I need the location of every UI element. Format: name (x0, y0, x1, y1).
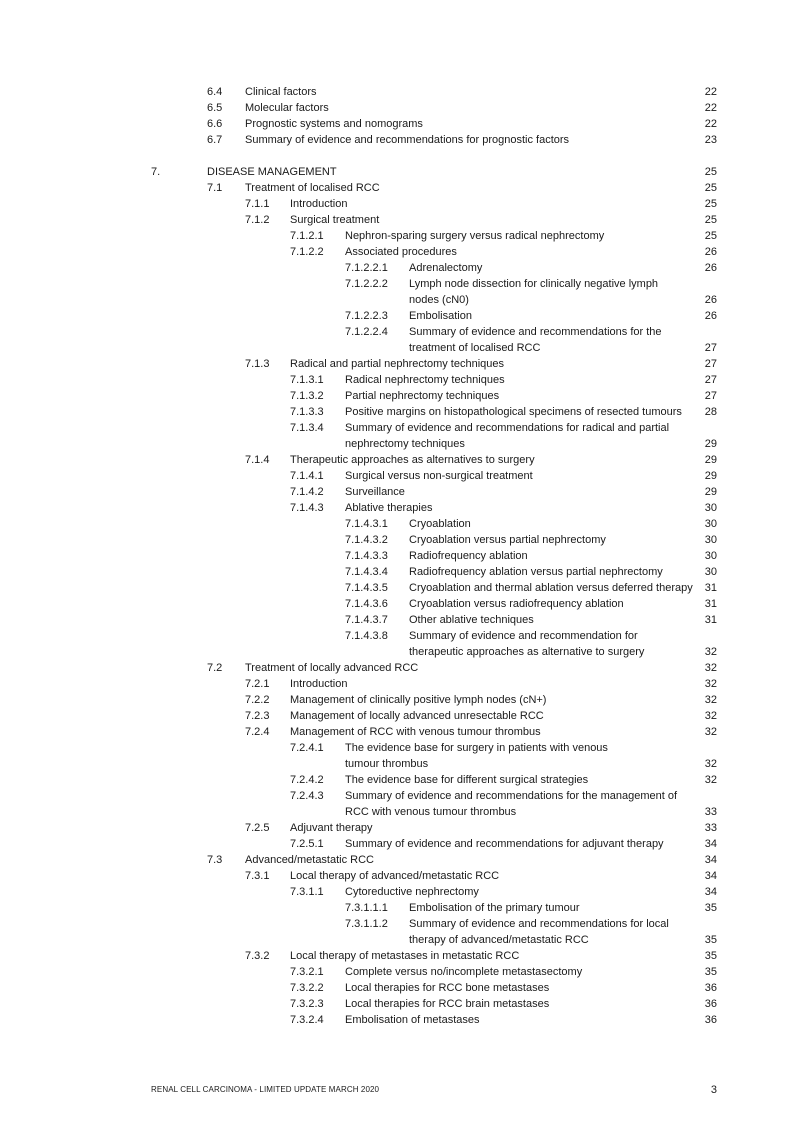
toc-entry[interactable] (0, 628, 793, 644)
toc-entry[interactable] (0, 932, 793, 948)
toc-entry[interactable] (0, 196, 793, 212)
toc-entry[interactable] (0, 116, 793, 132)
toc-entry[interactable] (0, 836, 793, 852)
toc-entry-title: Adrenalectomy (409, 262, 483, 274)
toc-entry[interactable] (0, 996, 793, 1012)
toc-entry-page: 23 (704, 134, 717, 146)
toc-entry-title: nodes (cN0) (409, 294, 469, 306)
toc-entry[interactable] (0, 452, 793, 468)
toc-entry[interactable] (0, 500, 793, 516)
toc-entry-title: Local therapy of metastases in metastatic RCC (290, 950, 520, 962)
toc-entry[interactable] (0, 580, 793, 596)
toc-entry[interactable] (0, 356, 793, 372)
toc-entry[interactable] (0, 644, 793, 660)
toc-entry-page: 32 (704, 758, 717, 770)
toc-entry-title: treatment of localised RCC (409, 342, 541, 354)
toc-entry-title: Summary of evidence and recommendations for local (409, 918, 669, 930)
toc-entry[interactable] (0, 772, 793, 788)
toc-entry-number: 7.1.3 (245, 358, 270, 370)
toc-entry[interactable] (0, 692, 793, 708)
toc-entry-page: 35 (704, 934, 717, 946)
toc-entry-number: 7.3.2 (245, 950, 270, 962)
toc-entry-number: 7.3.1.1.2 (345, 918, 388, 930)
toc-entry-page: 27 (704, 358, 717, 370)
toc-entry-number: 7.3.2.4 (290, 1014, 324, 1026)
toc-entry[interactable] (0, 132, 793, 148)
toc-entry[interactable] (0, 740, 793, 756)
toc-entry-title: tumour thrombus (345, 758, 429, 770)
toc-entry-title: Management of clinically positive lymph nodes (cN+) (290, 694, 547, 706)
toc-entry-number: 7.2.3 (245, 710, 270, 722)
toc-entry[interactable] (0, 596, 793, 612)
toc-entry-page: 29 (704, 486, 717, 498)
toc-entry-page: 32 (704, 726, 717, 738)
toc-entry-title: DISEASE MANAGEMENT (207, 166, 337, 178)
toc-entry-title: Molecular factors (245, 102, 329, 114)
toc-entry-title: Summary of evidence and recommendations for radical and partial (345, 422, 670, 434)
toc-entry[interactable] (0, 484, 793, 500)
toc-entry-page: 30 (704, 502, 717, 514)
toc-entry-title: The evidence base for surgery in patients with venous (345, 742, 608, 754)
toc-entry-number: 7.1.4 (245, 454, 270, 466)
toc-entry[interactable] (0, 516, 793, 532)
toc-entry-title: The evidence base for different surgical strategies (345, 774, 589, 786)
toc-entry-number: 7.3.1.1.1 (345, 902, 388, 914)
toc-entry-title: Introduction (290, 678, 348, 690)
toc-entry[interactable] (0, 980, 793, 996)
toc-entry-title: Local therapy of advanced/metastatic RCC (290, 870, 500, 882)
toc-entry[interactable] (0, 724, 793, 740)
toc-entry[interactable] (0, 468, 793, 484)
toc-entry-title: Cryoablation versus radiofrequency ablation (409, 598, 624, 610)
toc-entry-number: 7.1.3.3 (290, 406, 324, 418)
toc-entry-number: 7.1.4.3.2 (345, 534, 388, 546)
toc-entry-number: 7.3.2.1 (290, 966, 324, 978)
toc-entry-title: Cryoablation versus partial nephrectomy (409, 534, 606, 546)
toc-entry-page: 25 (704, 214, 717, 226)
toc-entry-page: 30 (704, 534, 717, 546)
toc-entry-page: 26 (704, 310, 717, 322)
toc-entry[interactable] (0, 340, 793, 356)
toc-entry-number: 7.2.4.2 (290, 774, 324, 786)
toc-entry-page: 25 (704, 230, 717, 242)
toc-entry-page: 25 (704, 166, 717, 178)
toc-entry-number: 7.1.2.2.2 (345, 278, 388, 290)
toc-entry-number: 7.1.4.3.4 (345, 566, 388, 578)
toc-entry[interactable] (0, 84, 793, 100)
toc-entry-title: Lymph node dissection for clinically negative lymph (409, 278, 659, 290)
toc-entry-number: 7.1.2.2 (290, 246, 324, 258)
toc-entry-title: Cryoablation (409, 518, 471, 530)
toc-entry[interactable] (0, 756, 793, 772)
toc-entry-title: Management of RCC with venous tumour thrombus (290, 726, 541, 738)
toc-entry-number: 7.1.3.2 (290, 390, 324, 402)
toc-entry-title: Complete versus no/incomplete metastasectomy (345, 966, 583, 978)
toc-entry[interactable] (0, 324, 793, 340)
toc-entry-title: Radical and partial nephrectomy techniques (290, 358, 505, 370)
toc-entry[interactable] (0, 212, 793, 228)
toc-entry-number: 7.1.3.4 (290, 422, 324, 434)
toc-entry-number: 6.4 (207, 86, 223, 98)
toc-entry-page: 29 (704, 470, 717, 482)
toc-entry-title: Associated procedures (345, 246, 457, 258)
toc-entry-title: Ablative therapies (345, 502, 433, 514)
toc-entry-title: Summary of evidence and recommendations for the management of (345, 790, 678, 802)
toc-entry-page: 32 (704, 678, 717, 690)
toc-entry-title: Therapeutic approaches as alternatives to surgery (290, 454, 535, 466)
toc-entry-number: 7.1.4.2 (290, 486, 324, 498)
toc-entry[interactable] (0, 788, 793, 804)
toc-entry-number: 6.7 (207, 134, 223, 146)
toc-entry-number: 7.1.3.1 (290, 374, 324, 386)
toc-entry-number: 7.1 (207, 182, 223, 194)
toc-entry-title: Cytoreductive nephrectomy (345, 886, 479, 898)
toc-entry-title: Radiofrequency ablation (409, 550, 528, 562)
toc-entry-number: 7.2.5 (245, 822, 270, 834)
toc-entry-title: RCC with venous tumour thrombus (345, 806, 517, 818)
toc-entry[interactable] (0, 100, 793, 116)
toc-entry-number: 6.6 (207, 118, 223, 130)
toc-entry-page: 25 (704, 198, 717, 210)
toc-entry-title: Surveillance (345, 486, 405, 498)
toc-entry-number: 7.2.5.1 (290, 838, 324, 850)
toc-entry-page: 29 (704, 454, 717, 466)
toc-entry-number: 7.1.4.3.3 (345, 550, 388, 562)
toc-entry-page: 31 (704, 614, 717, 626)
toc-entry-title: Summary of evidence and recommendation for (409, 630, 638, 642)
toc-entry-title: Nephron-sparing surgery versus radical nephrectomy (345, 230, 605, 242)
toc-entry-title: Embolisation of the primary tumour (409, 902, 580, 914)
toc-entry-page: 34 (704, 838, 717, 850)
toc-entry-page: 26 (704, 262, 717, 274)
toc-entry[interactable] (0, 820, 793, 836)
toc-entry-title: Cryoablation and thermal ablation versus deferred therapy (409, 582, 693, 594)
toc-entry-number: 7.3.2.2 (290, 982, 324, 994)
toc-entry-number: 7.2 (207, 662, 223, 674)
toc-entry[interactable] (0, 612, 793, 628)
toc-entry-title: Local therapies for RCC bone metastases (345, 982, 550, 994)
toc-entry[interactable] (0, 404, 793, 420)
toc-entry[interactable] (0, 868, 793, 884)
toc-entry-page: 32 (704, 694, 717, 706)
toc-entry-number: 7.1.2.2.4 (345, 326, 388, 338)
toc-entry-title: Embolisation of metastases (345, 1014, 480, 1026)
toc-entry-page: 34 (704, 854, 717, 866)
toc-entry-title: Treatment of locally advanced RCC (245, 662, 419, 674)
toc-entry[interactable] (0, 548, 793, 564)
toc-entry[interactable] (0, 676, 793, 692)
toc-entry-title: therapeutic approaches as alternative to surgery (409, 646, 645, 658)
toc-entry-number: 7.1.4.3.5 (345, 582, 388, 594)
toc-entry-title: Summary of evidence and recommendations for the (409, 326, 662, 338)
toc-entry-page: 32 (704, 774, 717, 786)
toc-entry[interactable] (0, 372, 793, 388)
toc-entry-page: 36 (704, 1014, 717, 1026)
toc-entry-number: 7.2.4.3 (290, 790, 324, 802)
toc-entry-title: Clinical factors (245, 86, 317, 98)
toc-entry-title: Positive margins on histopathological specimens of resected tumours (345, 406, 682, 418)
toc-entry-page: 35 (704, 966, 717, 978)
toc-entry[interactable] (0, 244, 793, 260)
toc-entry-page: 33 (704, 806, 717, 818)
toc-entry-number: 7.2.2 (245, 694, 270, 706)
toc-entry[interactable] (0, 420, 793, 436)
toc-entry[interactable] (0, 708, 793, 724)
toc-entry-title: Prognostic systems and nomograms (245, 118, 423, 130)
toc-entry-number: 7.2.4 (245, 726, 270, 738)
toc-entry-title: therapy of advanced/metastatic RCC (409, 934, 589, 946)
toc-entry[interactable] (0, 564, 793, 580)
toc-entry-page: 22 (704, 102, 717, 114)
toc-entry[interactable] (0, 900, 793, 916)
toc-entry[interactable] (0, 964, 793, 980)
toc-entry[interactable] (0, 308, 793, 324)
toc-entry[interactable] (0, 884, 793, 900)
toc-entry-page: 34 (704, 870, 717, 882)
toc-entry-page: 31 (704, 598, 717, 610)
footer-page-number: 3 (710, 1084, 717, 1096)
toc-entry[interactable] (0, 1012, 793, 1028)
toc-entry-page: 32 (704, 662, 717, 674)
toc-entry-title: Local therapies for RCC brain metastases (345, 998, 550, 1010)
toc-entry-number: 6.5 (207, 102, 223, 114)
toc-entry-page: 30 (704, 566, 717, 578)
toc-entry-number: 7.1.2.2.1 (345, 262, 388, 274)
toc-entry[interactable] (0, 260, 793, 276)
toc-entry[interactable] (0, 804, 793, 820)
toc-entry-number: 7.1.4.1 (290, 470, 324, 482)
toc-entry-number: 7.1.4.3.7 (345, 614, 388, 626)
toc-entry[interactable] (0, 180, 793, 196)
toc-entry[interactable] (0, 276, 793, 292)
toc-entry[interactable] (0, 388, 793, 404)
toc-entry-title: Management of locally advanced unresectable RCC (290, 710, 544, 722)
toc-entry-page: 32 (704, 646, 717, 658)
toc-entry[interactable] (0, 660, 793, 676)
toc-entry-title: Advanced/metastatic RCC (245, 854, 374, 866)
toc-entry-title: Radical nephrectomy techniques (345, 374, 505, 386)
toc-entry-title: Summary of evidence and recommendations for adjuvant therapy (345, 838, 664, 850)
toc-entry-page: 22 (704, 118, 717, 130)
toc-entry-number: 7.1.4.3.6 (345, 598, 388, 610)
toc-entry-number: 7.3.1.1 (290, 886, 324, 898)
toc-entry-page: 32 (704, 710, 717, 722)
toc-entry-page: 28 (704, 406, 717, 418)
toc-entry-title: Radiofrequency ablation versus partial nephrectomy (409, 566, 663, 578)
toc-entry-number: 7.1.4.3.1 (345, 518, 388, 530)
toc-entry[interactable] (0, 436, 793, 452)
toc-entry-page: 26 (704, 246, 717, 258)
toc-entry-page: 36 (704, 998, 717, 1010)
toc-entry-page: 30 (704, 550, 717, 562)
toc-entry-page: 33 (704, 822, 717, 834)
toc-entry-number: 7.2.1 (245, 678, 270, 690)
toc-entry-page: 36 (704, 982, 717, 994)
toc-entry-title: Surgical treatment (290, 214, 380, 226)
toc-entry-title: Partial nephrectomy techniques (345, 390, 500, 402)
toc-entry-title: Adjuvant therapy (290, 822, 373, 834)
toc-entry-number: 7. (151, 166, 161, 178)
toc-entry-number: 7.3.2.3 (290, 998, 324, 1010)
toc-entry-page: 35 (704, 902, 717, 914)
toc-entry-title: Introduction (290, 198, 348, 210)
toc-entry-title: Surgical versus non-surgical treatment (345, 470, 533, 482)
toc-entry-number: 7.1.4.3.8 (345, 630, 388, 642)
footer-title: RENAL CELL CARCINOMA - LIMITED UPDATE MARCH 2020 (151, 1085, 380, 1094)
toc-entry-number: 7.1.2 (245, 214, 270, 226)
toc-entry-number: 7.1.4.3 (290, 502, 324, 514)
toc-entry-page: 26 (704, 294, 717, 306)
toc-entry-page: 31 (704, 582, 717, 594)
toc-entry-number: 7.1.2.1 (290, 230, 324, 242)
toc-entry-title: Summary of evidence and recommendations for prognostic factors (245, 134, 570, 146)
toc-entry-number: 7.3 (207, 854, 223, 866)
toc-entry-title: Other ablative techniques (409, 614, 534, 626)
toc-entry-page: 29 (704, 438, 717, 450)
toc-entry[interactable] (0, 852, 793, 868)
toc-entry-page: 27 (704, 342, 717, 354)
toc-entry-page: 34 (704, 886, 717, 898)
toc-entry-page: 27 (704, 374, 717, 386)
toc-entry-number: 7.1.1 (245, 198, 270, 210)
toc-entry[interactable] (0, 532, 793, 548)
toc-entry-page: 22 (704, 86, 717, 98)
toc-entry[interactable] (0, 916, 793, 932)
toc-entry[interactable] (0, 948, 793, 964)
toc-entry-page: 35 (704, 950, 717, 962)
toc-entry-page: 25 (704, 182, 717, 194)
toc-entry-title: Embolisation (409, 310, 472, 322)
toc-entry[interactable] (0, 164, 793, 180)
toc-entry-title: Treatment of localised RCC (245, 182, 380, 194)
toc-entry[interactable] (0, 292, 793, 308)
toc-entry-page: 27 (704, 390, 717, 402)
toc-entry[interactable] (0, 228, 793, 244)
toc-entry-title: nephrectomy techniques (345, 438, 465, 450)
toc-entry-page: 30 (704, 518, 717, 530)
toc-entry-number: 7.1.2.2.3 (345, 310, 388, 322)
toc-entry-number: 7.3.1 (245, 870, 270, 882)
toc-entry-number: 7.2.4.1 (290, 742, 324, 754)
